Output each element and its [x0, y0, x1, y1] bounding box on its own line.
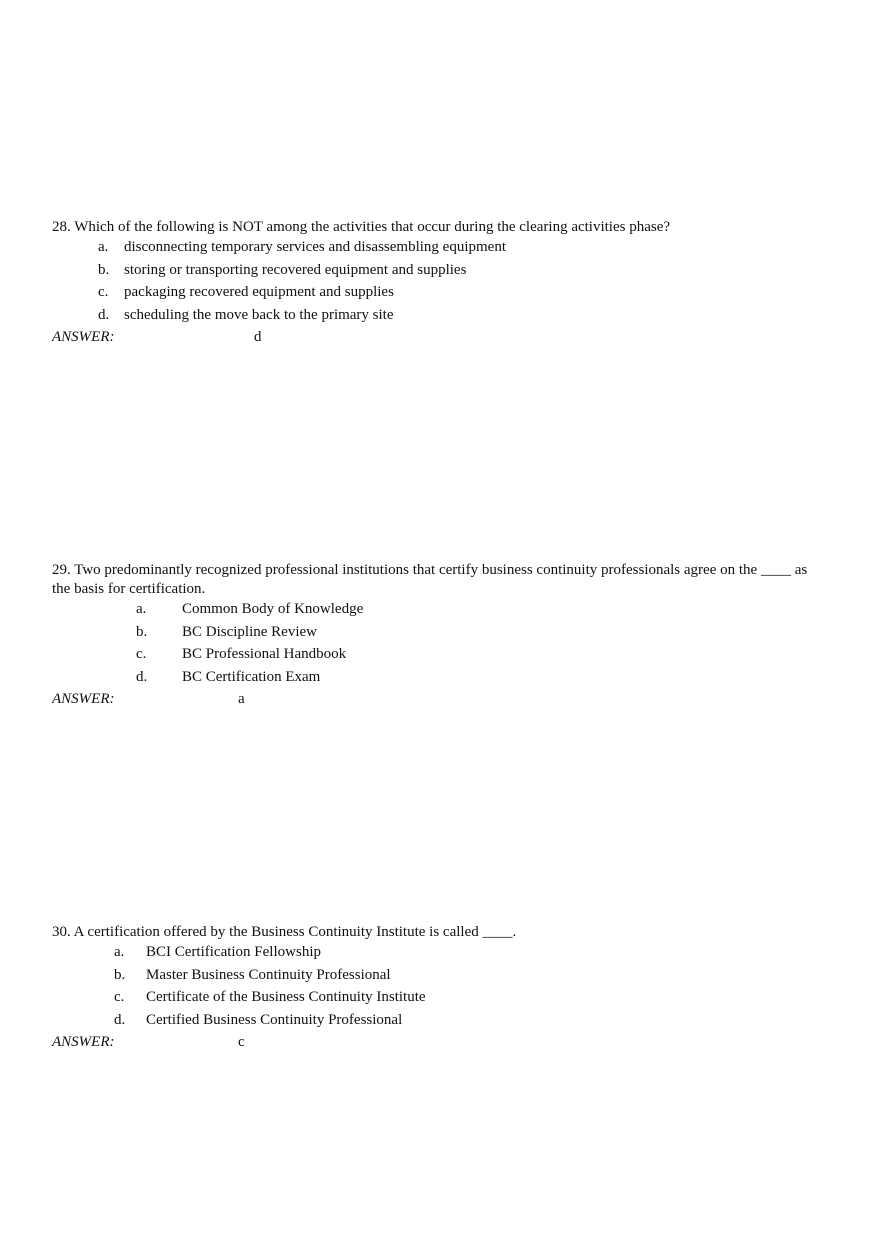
- option-d: [52, 306, 820, 329]
- option-a: [52, 600, 820, 623]
- option-d: [52, 1011, 820, 1034]
- question-stem: 28. Which of the following is NOT among the activities that occur during the clearing activities phase?: [52, 219, 671, 235]
- answer-row: [52, 1033, 820, 1053]
- question-stem: 29. Two predominantly recognized professional institutions that certify business continuity professionals agree on the ____ as the basis for certification.: [52, 562, 808, 597]
- option-list: [52, 600, 820, 690]
- option-d: [52, 668, 820, 691]
- option-letter: b.: [114, 966, 126, 983]
- option-text: disconnecting temporary services and disassembling equipment: [124, 239, 506, 255]
- option-letter: d.: [114, 1011, 126, 1028]
- option-text: packaging recovered equipment and supplies: [124, 284, 394, 301]
- answer-label: ANSWER:: [52, 1034, 115, 1051]
- answer-row: [52, 690, 820, 710]
- question-28: [52, 218, 820, 348]
- option-letter: c.: [98, 284, 109, 301]
- answer-value: c: [238, 1034, 245, 1051]
- question-stem: 30. A certification offered by the Business Continuity Institute is called ____.: [52, 924, 517, 940]
- option-text: BC Professional Handbook: [182, 646, 347, 663]
- option-c: [52, 988, 820, 1011]
- option-letter: c.: [114, 989, 125, 1006]
- option-b: [52, 966, 820, 989]
- option-letter: b.: [136, 623, 148, 640]
- option-text: BC Certification Exam: [182, 668, 321, 685]
- option-letter: d.: [136, 668, 148, 685]
- option-letter: a.: [98, 239, 109, 255]
- option-c: [52, 645, 820, 668]
- answer-label: ANSWER:: [52, 329, 115, 346]
- option-letter: c.: [136, 646, 147, 663]
- option-text: Certificate of the Business Continuity Institute: [146, 989, 426, 1006]
- option-text: Common Body of Knowledge: [182, 601, 364, 617]
- answer-label: ANSWER:: [52, 691, 115, 708]
- question-29: [52, 561, 820, 710]
- answer-row: [52, 328, 820, 348]
- answer-value: a: [238, 691, 245, 708]
- option-letter: b.: [98, 261, 110, 278]
- option-list: [52, 943, 820, 1033]
- option-c: [52, 283, 820, 306]
- option-text: scheduling the move back to the primary site: [124, 306, 394, 323]
- option-text: BCI Certification Fellowship: [146, 944, 321, 960]
- option-text: storing or transporting recovered equipment and supplies: [124, 261, 467, 278]
- option-letter: a.: [136, 601, 147, 617]
- option-a: [52, 238, 820, 261]
- option-b: [52, 623, 820, 646]
- option-text: Master Business Continuity Professional: [146, 966, 391, 983]
- option-text: Certified Business Continuity Professional: [146, 1011, 403, 1028]
- option-letter: d.: [98, 306, 110, 323]
- question-30: [52, 923, 820, 1053]
- option-list: [52, 238, 820, 328]
- option-text: BC Discipline Review: [182, 623, 317, 640]
- answer-value: d: [254, 329, 262, 346]
- option-letter: a.: [114, 944, 125, 960]
- option-a: [52, 943, 820, 966]
- option-b: [52, 261, 820, 284]
